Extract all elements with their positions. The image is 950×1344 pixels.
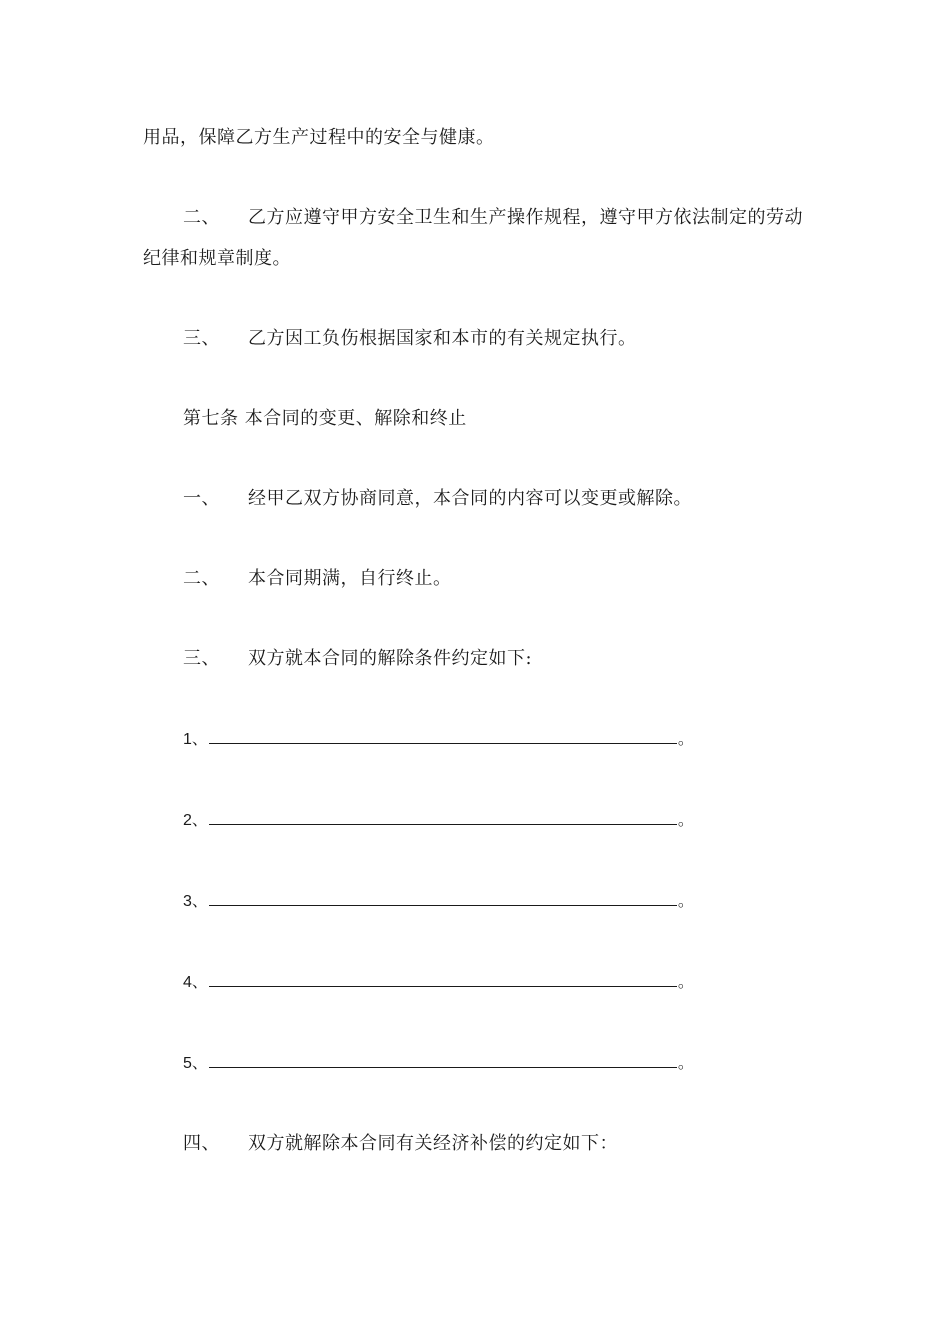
clause-marker: 二、 bbox=[183, 568, 220, 589]
blank-end-mark: 。 bbox=[677, 891, 694, 910]
blank-number: 4 bbox=[183, 974, 192, 991]
blank-item-2 bbox=[183, 808, 694, 832]
blank-item-5 bbox=[183, 1051, 694, 1075]
clause-3-termination-conditions bbox=[183, 647, 532, 671]
article-7-heading bbox=[183, 407, 467, 431]
clause-marker: 一、 bbox=[183, 488, 220, 509]
blank-separator: 、 bbox=[191, 810, 208, 829]
blank-item-4 bbox=[183, 970, 694, 994]
fill-in-line[interactable] bbox=[209, 1051, 677, 1068]
clause-2-expiry bbox=[183, 567, 452, 591]
clause-marker: 三、 bbox=[183, 328, 220, 349]
clause-marker: 三、 bbox=[183, 648, 220, 669]
clause-text: 本合同期满，自行终止。 bbox=[248, 568, 452, 589]
clause-2-safety-rules bbox=[183, 206, 803, 230]
paragraph-safety-supplies bbox=[143, 126, 495, 150]
clause-text: 乙方因工负伤根据国家和本市的有关规定执行。 bbox=[248, 328, 637, 349]
blank-number: 5 bbox=[183, 1055, 192, 1072]
article-heading-text: 第七条 本合同的变更、解除和终止 bbox=[183, 408, 467, 429]
fill-in-line[interactable] bbox=[209, 727, 677, 744]
blank-separator: 、 bbox=[191, 729, 208, 748]
clause-3-injury bbox=[183, 327, 637, 351]
fill-in-line[interactable] bbox=[209, 808, 677, 825]
blank-separator: 、 bbox=[191, 891, 208, 910]
clause-text: 双方就解除本合同有关经济补偿的约定如下： bbox=[248, 1133, 618, 1154]
clause-2-continuation bbox=[143, 247, 291, 271]
blank-separator: 、 bbox=[191, 972, 208, 991]
blank-end-mark: 。 bbox=[677, 972, 694, 991]
clause-text-continuation: 纪律和规章制度。 bbox=[143, 248, 291, 269]
blank-number: 3 bbox=[183, 893, 192, 910]
clause-marker: 四、 bbox=[183, 1133, 220, 1154]
blank-item-1 bbox=[183, 727, 694, 751]
clause-marker: 二、 bbox=[183, 207, 220, 228]
clause-text: 双方就本合同的解除条件约定如下: bbox=[248, 648, 533, 669]
paragraph-text: 用品，保障乙方生产过程中的安全与健康。 bbox=[143, 127, 495, 148]
blank-number: 2 bbox=[183, 812, 192, 829]
blank-separator: 、 bbox=[191, 1053, 208, 1072]
clause-1-change bbox=[183, 487, 692, 511]
clause-text: 乙方应遵守甲方安全卫生和生产操作规程，遵守甲方依法制定的劳动 bbox=[248, 207, 803, 228]
blank-number: 1 bbox=[183, 731, 192, 748]
fill-in-line[interactable] bbox=[209, 970, 677, 987]
blank-end-mark: 。 bbox=[677, 810, 694, 829]
blank-end-mark: 。 bbox=[677, 1053, 694, 1072]
blank-item-3 bbox=[183, 889, 694, 913]
clause-text: 经甲乙双方协商同意，本合同的内容可以变更或解除。 bbox=[248, 488, 692, 509]
fill-in-line[interactable] bbox=[209, 889, 677, 906]
clause-4-compensation bbox=[183, 1132, 618, 1156]
blank-end-mark: 。 bbox=[677, 729, 694, 748]
